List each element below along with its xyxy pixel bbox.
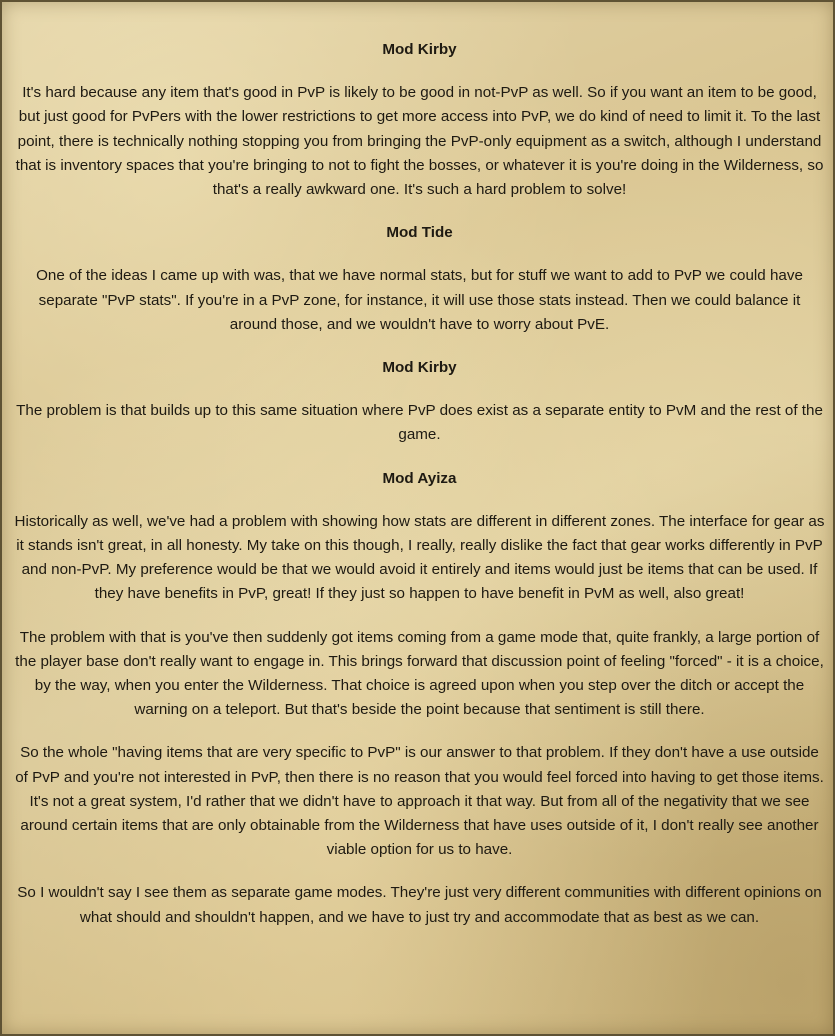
speech-paragraph: Historically as well, we've had a problem with showing how stats are different in different zones. The interface for gear as it stands isn't great, in all honesty. My take on this though, I really, really dislike the fact that gear works differently in PvP and non-PvP. My preference would be that we would avoid it entirely and items would just be items that can be used. If they have benefits in PvP, great! If they just so happen to have benefit in PvM as well, also great! — [14, 512, 825, 603]
speech-paragraph: It's hard because any item that's good in PvP is likely to be good in not-PvP as well. So if you want an item to be good, but just good for PvPers with the lower restrictions to get more access into PvP, we do kind of need to limit it. To the last point, there is technically nothing stopping you from bringing the PvP-only equipment as a switch, although I understand that is inventory spaces that you're bringing to not to fight the bosses, or whatever it is you're doing in the Wilderness, so that's a really awkward one. It's such a hard problem to solve! — [15, 84, 824, 199]
speaker-block — [14, 356, 825, 448]
speaker-block — [14, 467, 825, 930]
speaker-name: Mod Kirby — [382, 41, 457, 58]
speech-paragraph: The problem is that builds up to this same situation where PvP does exist as a separate entity to PvM and the rest of the game. — [16, 402, 823, 444]
speech-paragraph: One of the ideas I came up with was, that we have normal stats, but for stuff we want to add to PvP we could have separate "PvP stats". If you're in a PvP zone, for instance, it will use those stats instead. Then we could balance it around those, and we wouldn't have to worry about PvE. — [36, 267, 803, 333]
transcript — [14, 38, 825, 949]
speaker-name: Mod Tide — [386, 224, 453, 242]
speaker-block — [14, 38, 825, 202]
speaker-block — [14, 221, 825, 337]
speech-paragraph: So I wouldn't say I see them as separate game modes. They're just very different communities with different opinions on what should and shouldn't happen, and we have to just try and accommodate that as best as we can. — [17, 884, 822, 926]
speaker-name: Mod Kirby — [382, 359, 457, 377]
speech-paragraph: The problem with that is you've then suddenly got items coming from a game mode that, quite frankly, a large portion of the player base don't really want to engage in. This brings forward that discussion point of feeling "forced" - it is a choice, by the way, when you enter the Wilderness. That choice is agreed upon when you step over the ditch or accept the warning on a teleport. But that's beside the point because that sentiment is still there. — [15, 628, 824, 719]
speech-paragraph: So the whole "having items that are very specific to PvP" is our answer to that problem. If they don't have a use outside of PvP and you're not interested in PvP, then there is no reason that you would feel forced into having to get those items. It's not a great system, I'd rather that we didn't have to approach it that way. But from all of the negativity that we see around certain items that are only obtainable from the Wilderness that have uses outside of it, I don't really see another viable option for us to have. — [15, 744, 824, 859]
speaker-name: Mod Ayiza — [382, 469, 457, 487]
